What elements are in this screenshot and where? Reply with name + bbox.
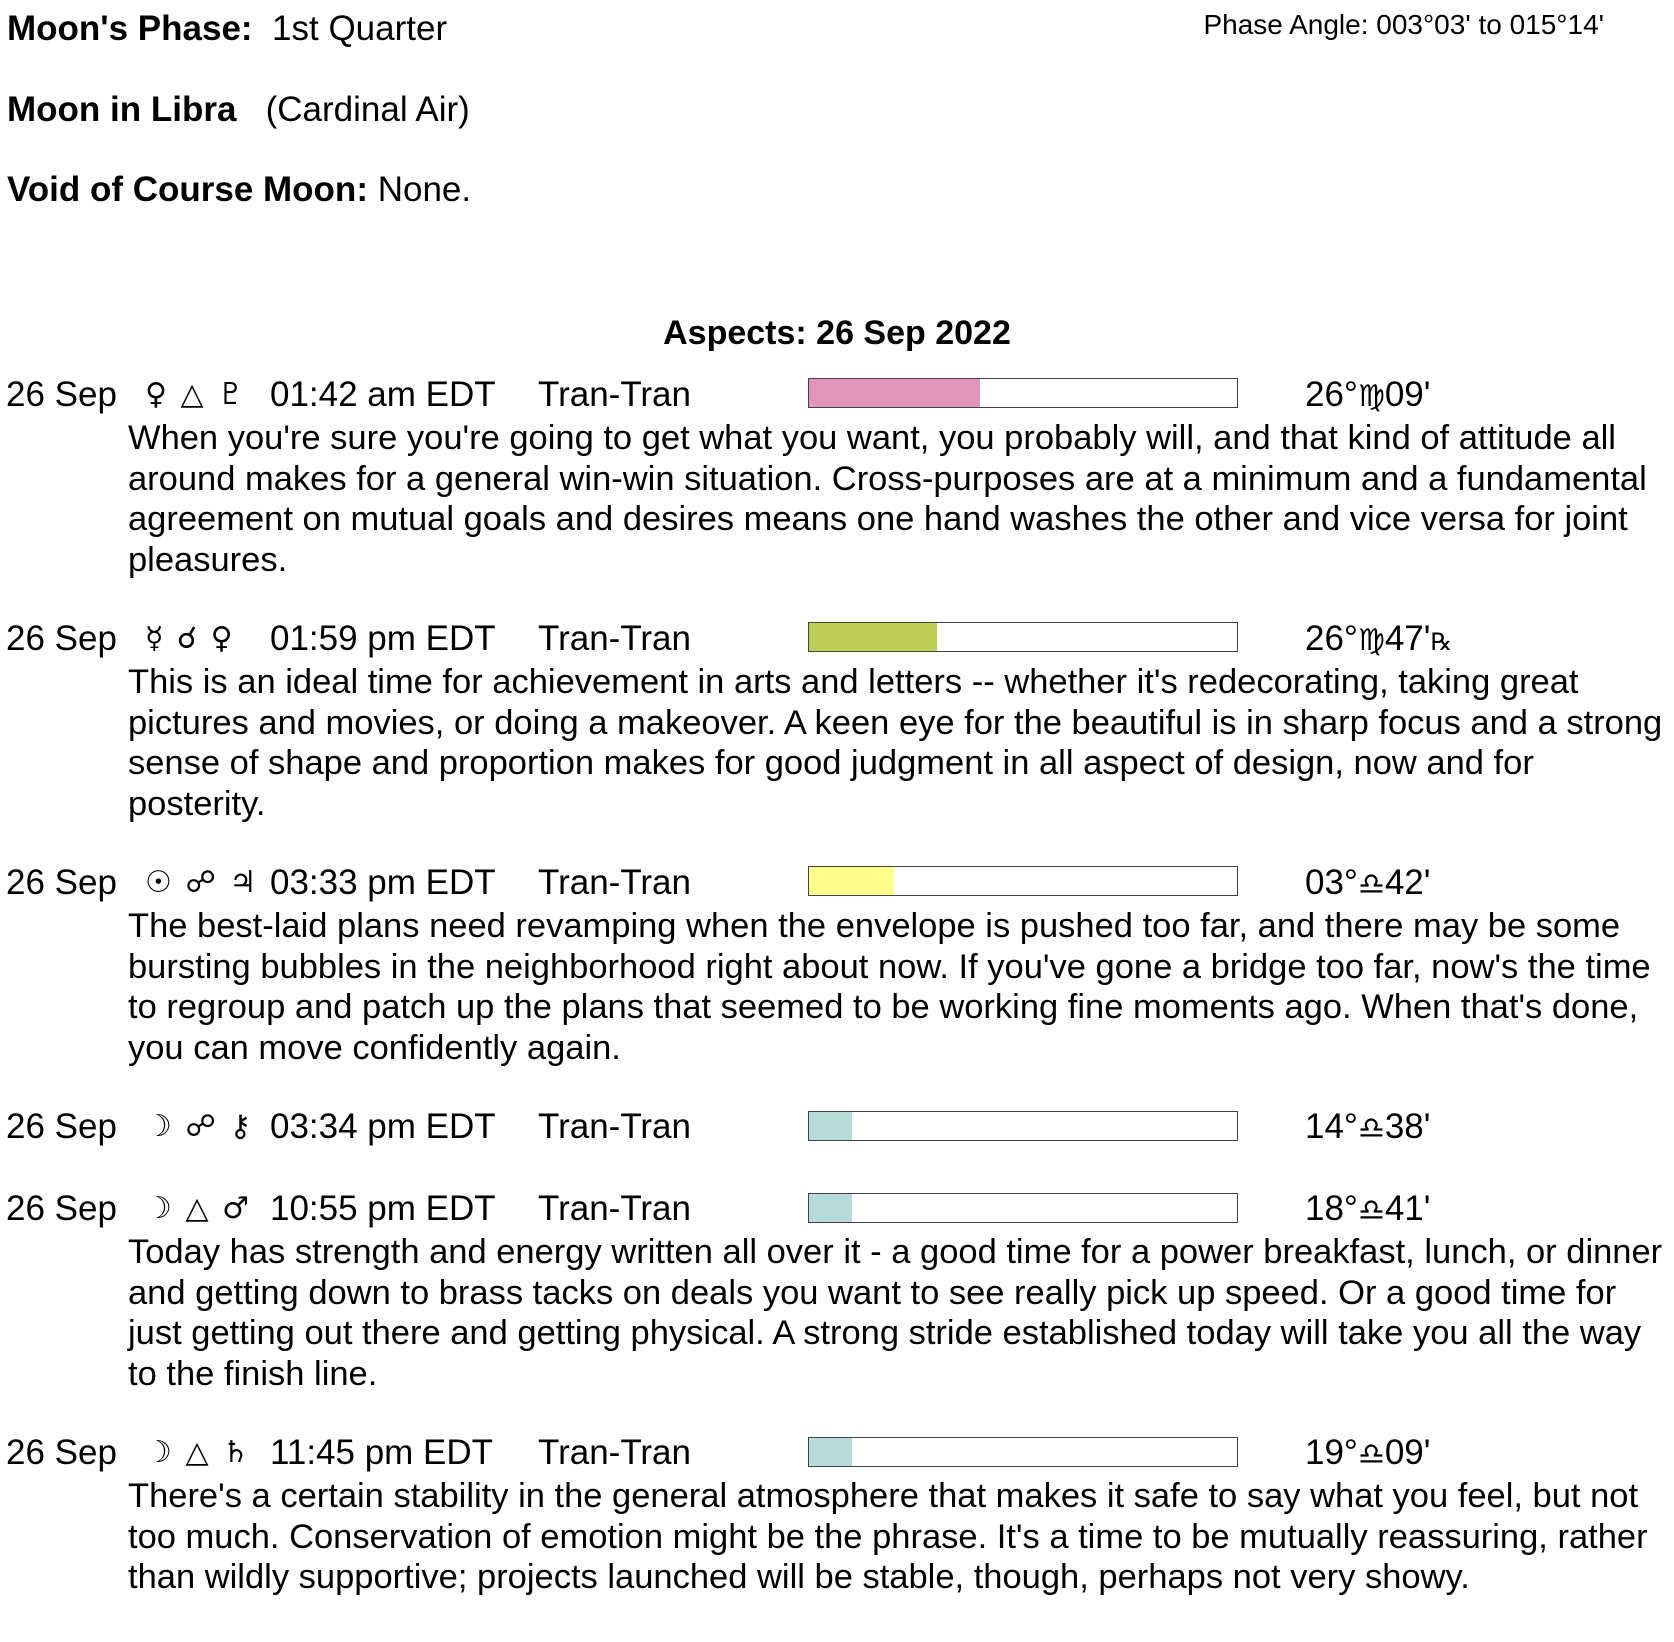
aspect-glyphs <box>145 1433 251 1473</box>
zodiac-sign-icon: ♍ <box>1357 623 1385 658</box>
aspect-date: 26 Sep <box>6 375 117 414</box>
aspect-type: Tran-Tran <box>538 1433 691 1472</box>
planet2-icon: ♄ <box>222 1435 251 1470</box>
position-degrees: 19° <box>1305 1433 1358 1472</box>
planet1-icon: ☽ <box>145 1191 174 1226</box>
position-degrees: 26° <box>1305 375 1358 414</box>
strength-bar <box>808 1193 1238 1223</box>
strength-bar <box>808 1437 1238 1467</box>
aspect-description: This is an ideal time for achievement in arts and letters -- whether it's redecorating, taking great pictures and movies, or doing a makeover. A keen eye for the beautiful is in sharp focus and a strong sense of shape and proportion makes for good judgment in all aspect of design, now and for posterity. <box>128 663 1663 823</box>
aspect-icon: ☍ <box>185 1109 218 1144</box>
aspect-description: When you're sure you're going to get what you want, you probably will, and that kind of attitude all around makes for a general win-win situation. Cross-purposes are at a minimum and a fundamental agreement on mutual goals and desires means one hand washes the other and vice versa for joint pleasures. <box>128 419 1647 579</box>
position-degrees: 26° <box>1305 619 1358 658</box>
zodiac-sign-icon: ♎ <box>1357 1437 1385 1472</box>
aspect-date: 26 Sep <box>6 619 117 658</box>
aspect-icon: ☍ <box>185 865 218 900</box>
strength-bar-fill <box>809 1194 852 1222</box>
position-minutes: 41' <box>1384 1189 1431 1228</box>
moon-phase-label: Moon's Phase: <box>7 9 253 48</box>
zodiac-sign-icon: ♍ <box>1357 379 1385 414</box>
position-minutes: 09' <box>1384 1433 1431 1472</box>
aspect-type: Tran-Tran <box>538 863 691 902</box>
aspect-date: 26 Sep <box>6 1433 117 1472</box>
aspect-position <box>1305 1433 1430 1475</box>
aspect-glyphs <box>145 375 246 415</box>
aspect-icon: △ <box>180 377 206 412</box>
aspect-description: There's a certain stability in the general atmosphere that makes it safe to say what you feel, but not too much. Conservation of emotion might be the phrase. It's a time to be mutually reassuring, rather than wildly supportive; projects launched will be stable, though, perhaps not very showy. <box>128 1477 1648 1596</box>
aspect-type: Tran-Tran <box>538 619 691 658</box>
position-minutes: 38' <box>1384 1107 1431 1146</box>
aspect-position <box>1305 1189 1430 1231</box>
aspect-icon: △ <box>185 1191 211 1226</box>
planet2-icon: ♂ <box>222 1191 251 1226</box>
zodiac-sign-icon: ♎ <box>1357 1193 1385 1228</box>
planet1-icon: ☉ <box>145 865 174 900</box>
planet2-icon: ⚷ <box>229 1109 254 1144</box>
void-of-course-label: Void of Course Moon: <box>7 170 368 209</box>
aspect-position <box>1305 1107 1430 1149</box>
aspect-icon: ☌ <box>176 621 200 656</box>
position-minutes: 47' <box>1384 619 1431 658</box>
aspect-date: 26 Sep <box>6 1189 117 1228</box>
phase-angle: Phase Angle: 003°03' to 015°14' <box>1203 9 1604 40</box>
strength-bar-fill <box>809 867 894 895</box>
aspect-time: 11:45 pm EDT <box>270 1433 494 1472</box>
retrograde-icon: ℞ <box>1430 628 1452 656</box>
aspect-position <box>1305 863 1430 905</box>
moon-phase-value: 1st Quarter <box>272 9 448 48</box>
aspect-type: Tran-Tran <box>538 375 691 414</box>
aspect-type: Tran-Tran <box>538 1189 691 1228</box>
position-degrees: 14° <box>1305 1107 1358 1146</box>
moon-sign-value: (Cardinal Air) <box>265 90 470 129</box>
planet1-icon: ☽ <box>145 1109 174 1144</box>
aspect-time: 01:42 am EDT <box>270 375 496 414</box>
aspect-glyphs <box>145 619 235 659</box>
zodiac-sign-icon: ♎ <box>1357 1111 1385 1146</box>
strength-bar-fill <box>809 1438 852 1466</box>
planet2-icon: ♃ <box>229 865 259 900</box>
planet1-icon: ☽ <box>145 1435 174 1470</box>
planet2-icon: ♇ <box>217 377 247 412</box>
moon-sign-line <box>7 90 470 130</box>
strength-bar <box>808 866 1238 896</box>
aspects-title: Aspects: 26 Sep 2022 <box>663 314 1011 352</box>
strength-bar <box>808 622 1238 652</box>
aspect-icon: △ <box>185 1435 211 1470</box>
strength-bar-fill <box>809 1112 852 1140</box>
aspect-type: Tran-Tran <box>538 1107 691 1146</box>
strength-bar <box>808 1111 1238 1141</box>
position-minutes: 09' <box>1384 375 1431 414</box>
aspect-time: 01:59 pm EDT <box>270 619 496 658</box>
aspect-date: 26 Sep <box>6 1107 117 1146</box>
aspect-glyphs <box>145 1107 253 1147</box>
strength-bar-fill <box>809 623 937 651</box>
aspect-time: 03:33 pm EDT <box>270 863 496 902</box>
aspect-glyphs <box>145 863 258 903</box>
position-degrees: 03° <box>1305 863 1358 902</box>
aspect-date: 26 Sep <box>6 863 117 902</box>
aspect-time: 10:55 pm EDT <box>270 1189 496 1228</box>
strength-bar <box>808 378 1238 408</box>
strength-bar-fill <box>809 379 980 407</box>
aspect-time: 03:34 pm EDT <box>270 1107 496 1146</box>
position-degrees: 18° <box>1305 1189 1358 1228</box>
void-of-course-line <box>7 170 471 210</box>
planet2-icon: ♀ <box>210 621 235 656</box>
zodiac-sign-icon: ♎ <box>1357 867 1385 902</box>
planet1-icon: ♀ <box>145 377 169 412</box>
planet1-icon: ☿ <box>145 621 166 656</box>
position-minutes: 42' <box>1384 863 1431 902</box>
aspect-description: Today has strength and energy written all over it - a good time for a power breakfast, lunch, or dinner and getting down to brass tacks on deals you want to see really pick up speed. Or a good time for just getting out there and getting physical. A strong stride established today will take you all the way to the finish line. <box>128 1233 1663 1393</box>
aspect-glyphs <box>145 1189 251 1229</box>
void-of-course-value: None. <box>377 170 472 209</box>
moon-phase-line <box>7 9 447 49</box>
moon-sign-label: Moon in Libra <box>7 90 237 129</box>
aspect-description: The best-laid plans need revamping when the envelope is pushed too far, and there may be some bursting bubbles in the neighborhood right about now. If you've gone a bridge too far, now's the time to regroup and patch up the plans that seemed to be working fine moments ago. When that's done, you can move confidently again. <box>128 907 1651 1067</box>
aspect-position <box>1305 375 1430 417</box>
aspect-position <box>1305 619 1452 662</box>
